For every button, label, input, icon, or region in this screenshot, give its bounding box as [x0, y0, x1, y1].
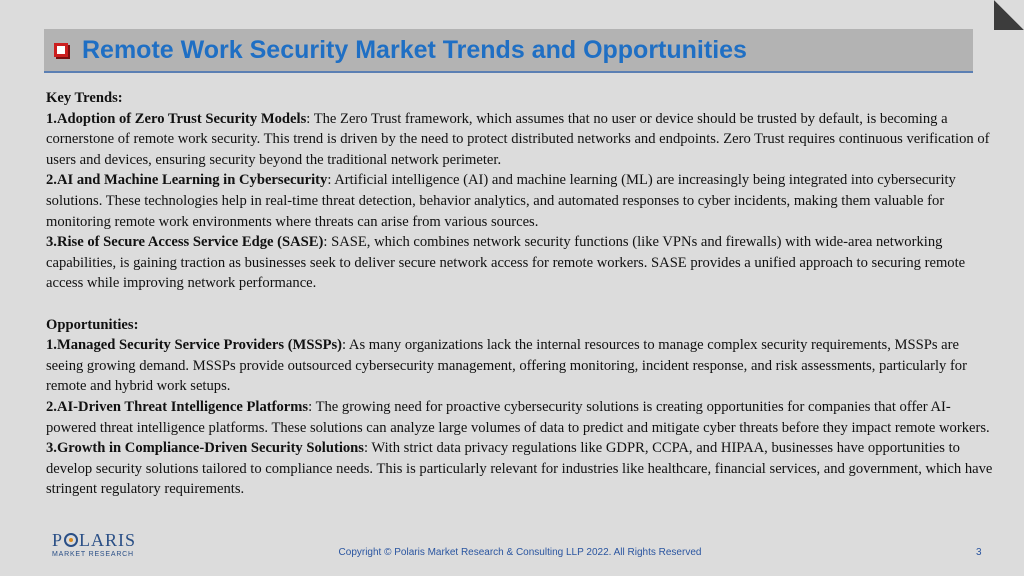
trend-item-1	[46, 109, 996, 171]
checkbox-bullet-icon	[54, 43, 68, 57]
slide-content	[46, 88, 996, 500]
title-bar	[44, 29, 973, 73]
page-corner-fold-icon	[994, 0, 1024, 30]
footer-copyright: Copyright © Polaris Market Research & Consulting LLP 2022. All Rights Reserved	[338, 547, 702, 558]
opportunity-item-3	[46, 438, 996, 500]
opportunity-item-1	[46, 335, 996, 397]
opportunity-2-title: AI-Driven Threat Intelligence Platforms	[56, 398, 309, 415]
opportunity-1-num: 1.	[46, 337, 57, 354]
trend-3-title: Rise of Secure Access Service Edge (SASE)	[56, 234, 324, 251]
opportunities-heading: Opportunities:	[46, 316, 139, 333]
slide-title: Remote Work Security Market Trends and Opportunities	[82, 35, 747, 64]
opportunity-3-num: 3.	[46, 440, 57, 457]
logo-subtitle: MARKET RESEARCH	[52, 551, 134, 558]
opportunity-item-2	[46, 397, 996, 438]
opportunity-2-num: 2.	[46, 398, 57, 415]
page-number: 3	[976, 547, 982, 558]
trend-1-num: 1.	[46, 110, 57, 127]
trend-3-num: 3.	[46, 234, 57, 251]
trend-item-2	[46, 170, 996, 232]
trend-2-text: : Artificial intelligence (AI) and machine learning (ML) are increasingly being integrated into cybersecurity solutions. These technologies help in real-time threat detection, behavior analytics, and automated responses to cyber incidents, making them valuable for monitoring remote work environments where threats can arise from various sources.	[46, 172, 956, 230]
opportunity-3-title: Growth in Compliance-Driven Security Solutions	[56, 440, 364, 457]
opportunity-2-text: : The growing need for proactive cybersecurity solutions is creating opportunities for companies that offer AI-powered threat intelligence platforms. These solutions can analyze large volumes of data to predict and mitigate cyber threats before they impact remote workers.	[46, 398, 990, 436]
trend-item-3	[46, 232, 996, 294]
logo-compass-icon	[64, 533, 78, 547]
trend-2-num: 2.	[46, 172, 57, 189]
opportunity-1-text: : As many organizations lack the internal resources to manage complex security requirements, MSSPs are seeing growing demand. MSSPs provide outsourced cybersecurity management, offering monitoring, incident response, and risk assessments, particularly for remote and hybrid work setups.	[46, 337, 967, 395]
opportunity-3-text: : With strict data privacy regulations like GDPR, CCPA, and HIPAA, businesses have opportunities to develop security solutions tailored to compliance needs. This is particularly relevant for industries like healthcare, financial services, and government, which have stringent regulatory requirements.	[46, 440, 993, 498]
trend-2-title: AI and Machine Learning in Cybersecurity	[56, 172, 328, 189]
trend-1-title: Adoption of Zero Trust Security Models	[56, 110, 307, 127]
trend-3-text: : SASE, which combines network security functions (like VPNs and firewalls) with wide-area networking capabilities, is gaining traction as businesses seek to deliver secure network access for remote workers. SASE provides a unified approach to securing remote access while improving network performance.	[46, 234, 966, 292]
logo-wordmark: P LARIS	[52, 530, 137, 550]
trends-heading: Key Trends:	[46, 90, 123, 106]
trend-1-text: : The Zero Trust framework, which assumes that no user or device should be trusted by default, is becoming a cornerstone of remote work security. This trend is driven by the need to protect distributed networks and endpoints. Zero Trust requires continuous verification of users and devices, ensuring security beyond the traditional network perimeter.	[46, 110, 990, 168]
opportunity-1-title: Managed Security Service Providers (MSSPs)	[56, 337, 343, 354]
